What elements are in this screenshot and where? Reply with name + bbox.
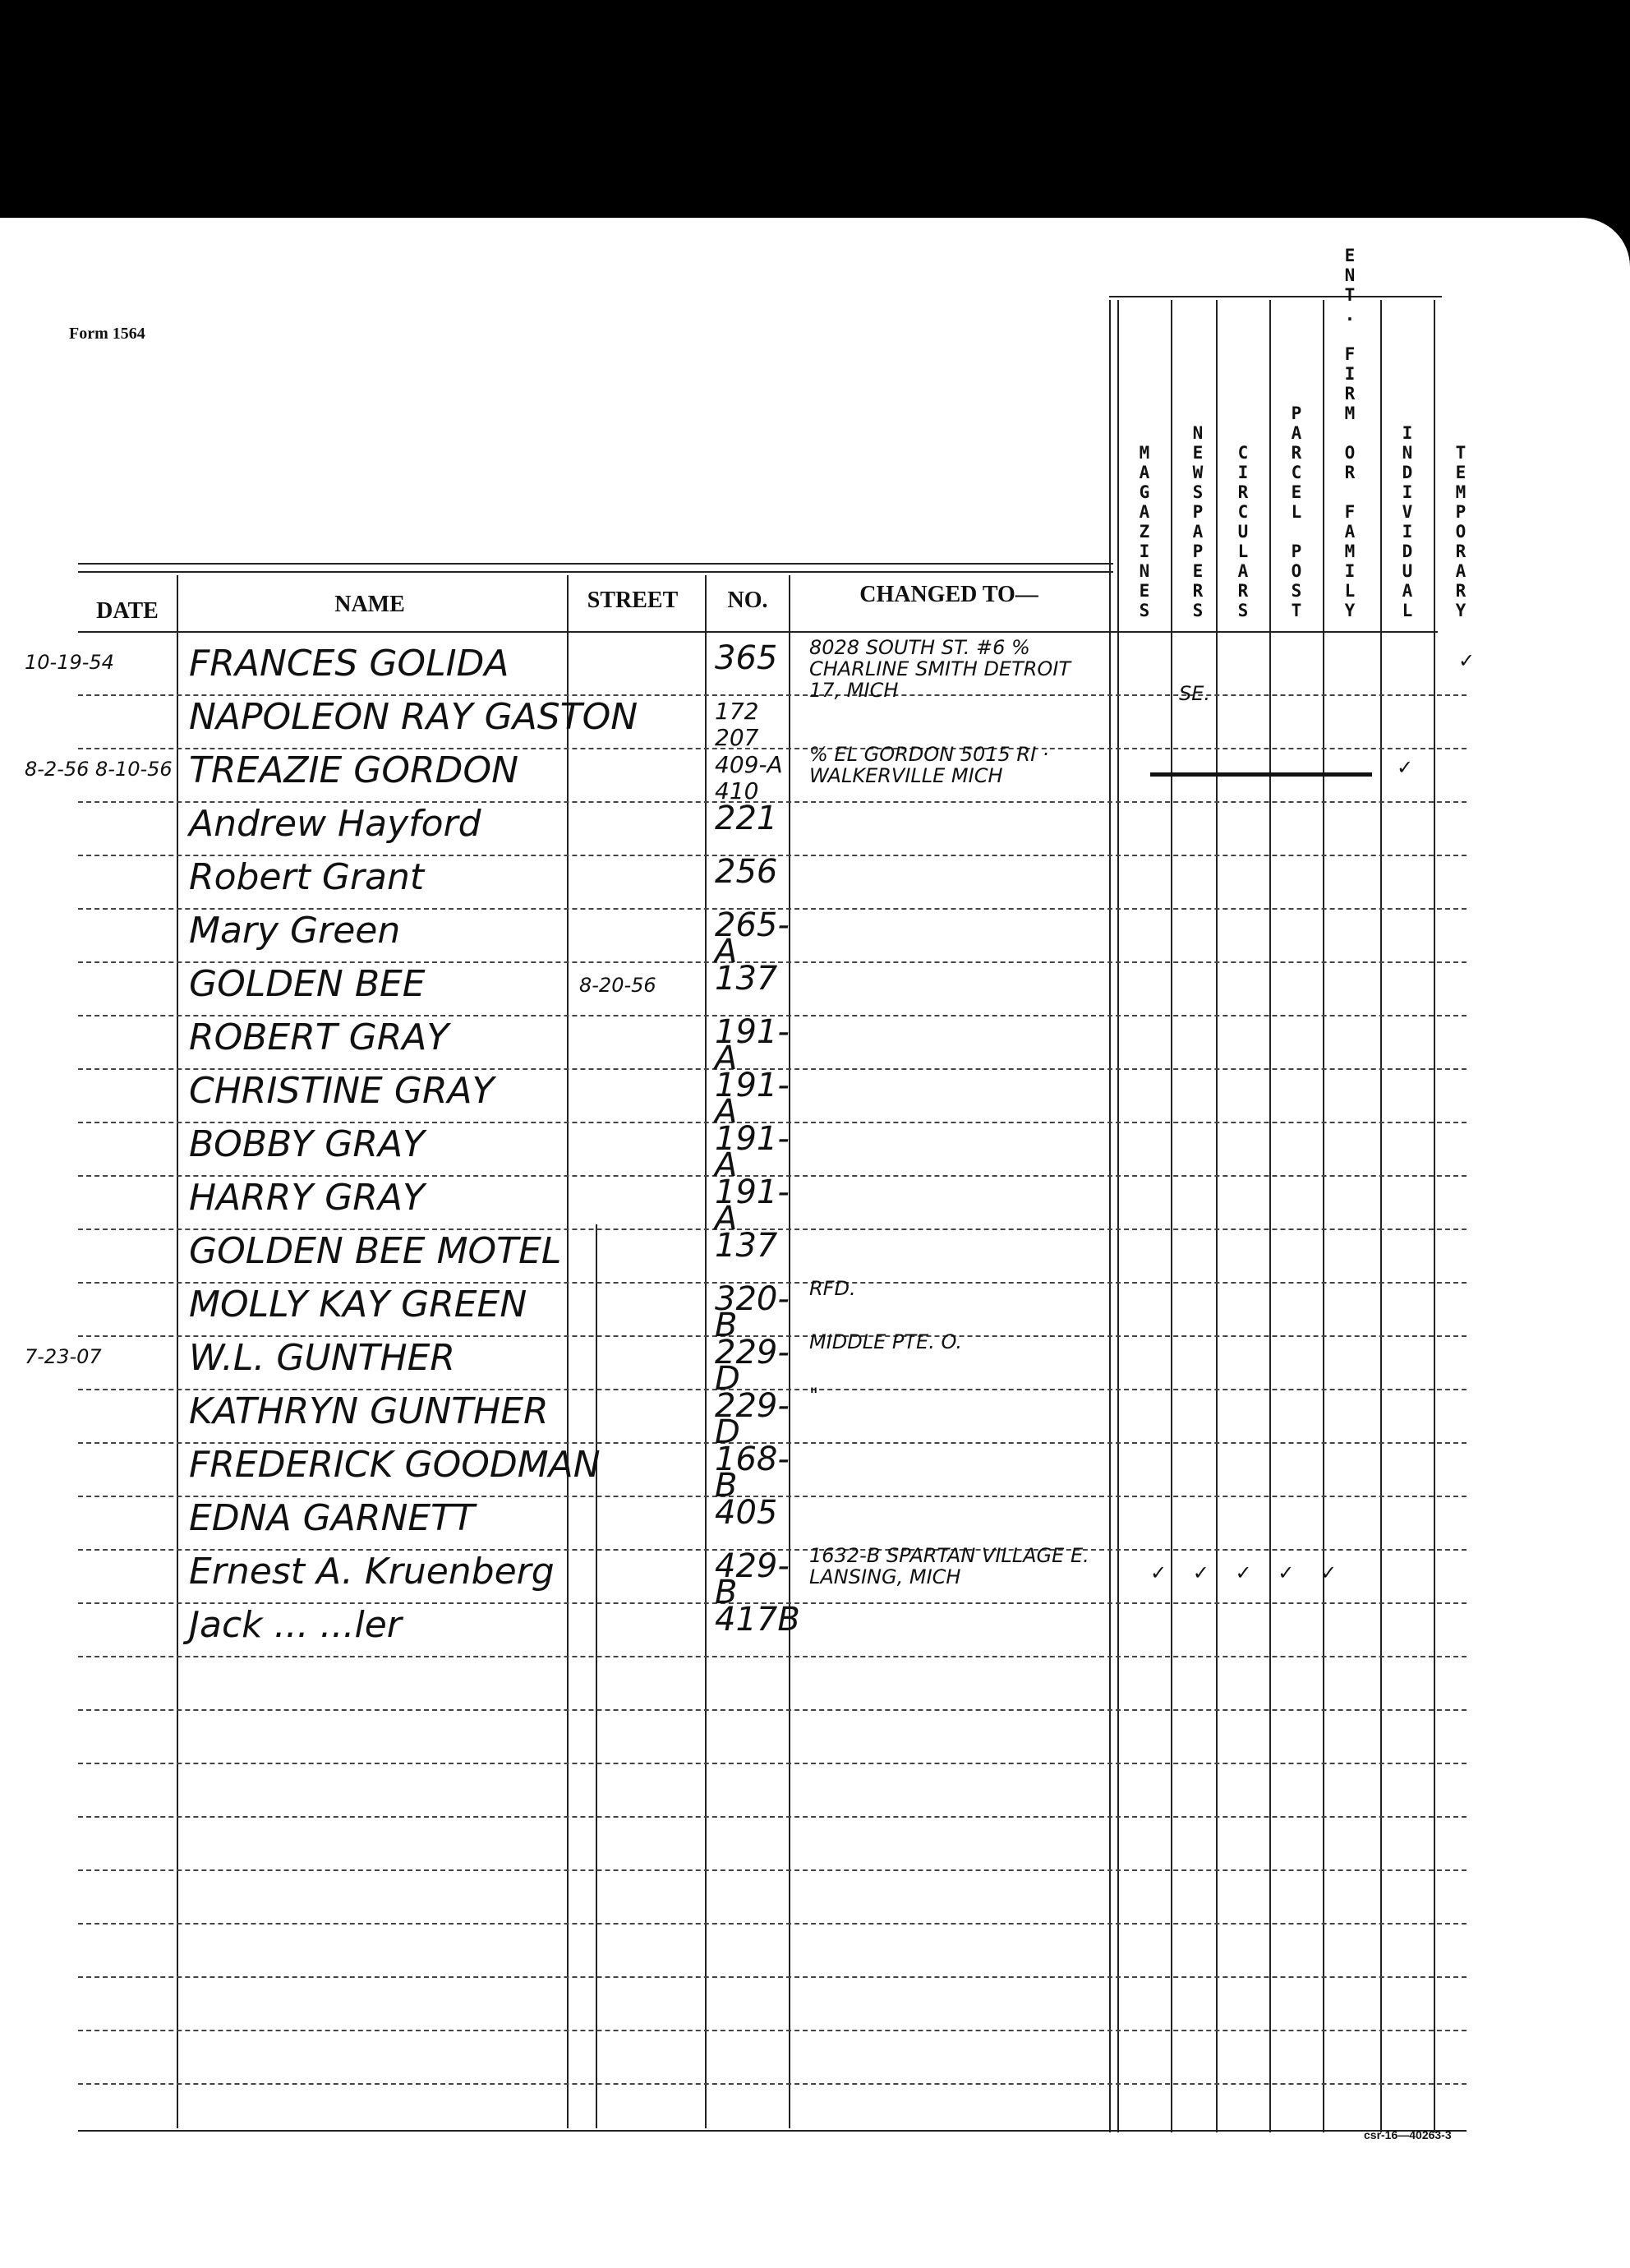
row-mark: ✓ xyxy=(1458,649,1476,672)
row-changed-to: RFD. xyxy=(809,1277,856,1300)
row-changed-to: 8028 SOUTH ST. #6 % CHARLINE SMITH DETROIT 17, MICH xyxy=(809,636,1071,702)
row-mark: ✓ xyxy=(1397,756,1414,779)
vertical-header-individual: I N D I V I D U A L xyxy=(1402,423,1413,620)
name-column-rule xyxy=(567,575,569,2128)
row-number: 229-D xyxy=(715,1334,790,1398)
temporary-rule xyxy=(1434,300,1435,2132)
row-name: TREAZIE GORDON xyxy=(189,749,518,791)
row-number: 409-A 410 xyxy=(715,751,783,804)
row-name: GOLDEN BEE xyxy=(189,963,426,1005)
row-number: 405 xyxy=(715,1494,778,1532)
circulars-rule xyxy=(1216,300,1218,2132)
row-name: FREDERICK GOODMAN xyxy=(189,1444,601,1486)
newspapers-rule xyxy=(1171,300,1172,2132)
vertical-header-temporary: T E M P O R A R Y xyxy=(1455,443,1467,620)
row-number: 320-B xyxy=(715,1280,790,1344)
row-name: BOBBY GRAY xyxy=(189,1123,425,1165)
street-column-rule-lower xyxy=(596,1224,597,2128)
row-number: 191-A xyxy=(715,1067,790,1131)
row-rule xyxy=(78,1869,1467,1871)
vertical-header-parcel-post: P A R C E L P O S T xyxy=(1291,403,1302,620)
form-number: Form 1564 xyxy=(69,325,145,343)
parcel-post-rule xyxy=(1269,300,1271,2132)
vertical-header-magazines: M A G A Z I N E S xyxy=(1139,443,1150,620)
row-rule xyxy=(78,1976,1467,1978)
row-marks: ✓ ✓ ✓ ✓ ✓ xyxy=(1150,1561,1347,1584)
row-number: 191-A xyxy=(715,1013,790,1077)
row-number: 137 xyxy=(715,1227,778,1265)
row-number: 256 xyxy=(715,853,778,891)
vertical-header-ent-firm-or-family: E N T . F I R M O R F A M I L Y xyxy=(1344,246,1356,620)
row-name: HARRY GRAY xyxy=(189,1177,425,1219)
row-note: SE. xyxy=(1179,682,1211,705)
row-date: 8-2-56 8-10-56 xyxy=(25,758,173,781)
row-name: CHRISTINE GRAY xyxy=(189,1070,495,1112)
row-changed-to: 1632-B SPARTAN VILLAGE E. LANSING, MICH xyxy=(809,1544,1089,1588)
magazines-rule xyxy=(1117,300,1119,2132)
row-number: 168-B xyxy=(715,1441,790,1505)
row-rule xyxy=(78,1709,1467,1711)
row-date: 7-23-07 xyxy=(25,1345,102,1368)
row-rule xyxy=(78,2030,1467,2031)
row-name: Jack ... ...ler xyxy=(189,1604,402,1646)
row-number: 365 xyxy=(715,639,778,677)
row-number: 191-A xyxy=(715,1173,790,1238)
row-rule xyxy=(78,1656,1467,1657)
row-number: 137 xyxy=(715,960,778,998)
row-name: GOLDEN BEE MOTEL xyxy=(189,1230,562,1272)
footer-code: csr-16—40263-3 xyxy=(1364,2128,1452,2141)
vertical-header-newspapers: N E W S P A P E R S xyxy=(1192,423,1204,620)
row-name: Robert Grant xyxy=(189,856,425,898)
header-top-rule xyxy=(78,563,1113,565)
date-column-rule xyxy=(177,575,178,2128)
changed-to-header: CHANGED TO— xyxy=(859,582,1038,607)
row-number: 417B xyxy=(715,1601,800,1639)
row-rule xyxy=(78,1763,1467,1764)
row-number: 172 207 xyxy=(715,698,759,751)
row-name: Andrew Hayford xyxy=(189,803,481,845)
header-top-rule-2 xyxy=(78,571,1113,573)
strike-through-mark xyxy=(1150,772,1372,777)
row-number: 191-A xyxy=(715,1120,790,1184)
name-header: NAME xyxy=(334,592,405,617)
vertical-header-circulars: C I R C U L A R S xyxy=(1237,443,1249,620)
row-name: Mary Green xyxy=(189,910,401,952)
row-name: KATHRYN GUNTHER xyxy=(189,1390,549,1432)
row-rule xyxy=(78,1816,1467,1818)
row-name: MOLLY KAY GREEN xyxy=(189,1284,527,1325)
row-number: 265-A xyxy=(715,906,790,970)
row-rule xyxy=(78,2083,1467,2085)
row-changed-to: " xyxy=(809,1384,819,1407)
row-changed-to: % EL GORDON 5015 RI · WALKERVILLE MICH xyxy=(809,743,1049,787)
row-changed-to: MIDDLE PTE. O. xyxy=(809,1330,963,1353)
row-name: EDNA GARNETT xyxy=(189,1497,475,1539)
row-number: 229-D xyxy=(715,1387,790,1451)
street-header: STREET xyxy=(587,588,679,613)
individual-rule xyxy=(1380,300,1382,2132)
row-name: ROBERT GRAY xyxy=(189,1016,449,1058)
column-header-top-rule xyxy=(1109,296,1442,297)
street-column-rule xyxy=(705,575,707,2128)
row-date: 10-19-54 xyxy=(25,651,114,674)
row-number: 429-B xyxy=(715,1547,790,1611)
header-bottom-rule xyxy=(78,631,1438,633)
row-street: 8-20-56 xyxy=(579,974,656,997)
firm-family-rule xyxy=(1323,300,1324,2132)
row-name: FRANCES GOLIDA xyxy=(189,643,509,685)
row-rule xyxy=(78,1923,1467,1925)
date-header: DATE xyxy=(96,598,159,624)
no-header: NO. xyxy=(727,588,768,613)
row-number: 221 xyxy=(715,800,778,837)
row-name: W.L. GUNTHER xyxy=(189,1337,455,1379)
row-name: NAPOLEON RAY GASTON xyxy=(189,696,638,738)
row-name: Ernest A. Kruenberg xyxy=(189,1551,555,1593)
bottom-rule xyxy=(78,2130,1467,2132)
changed-column-rule xyxy=(1109,300,1111,2132)
